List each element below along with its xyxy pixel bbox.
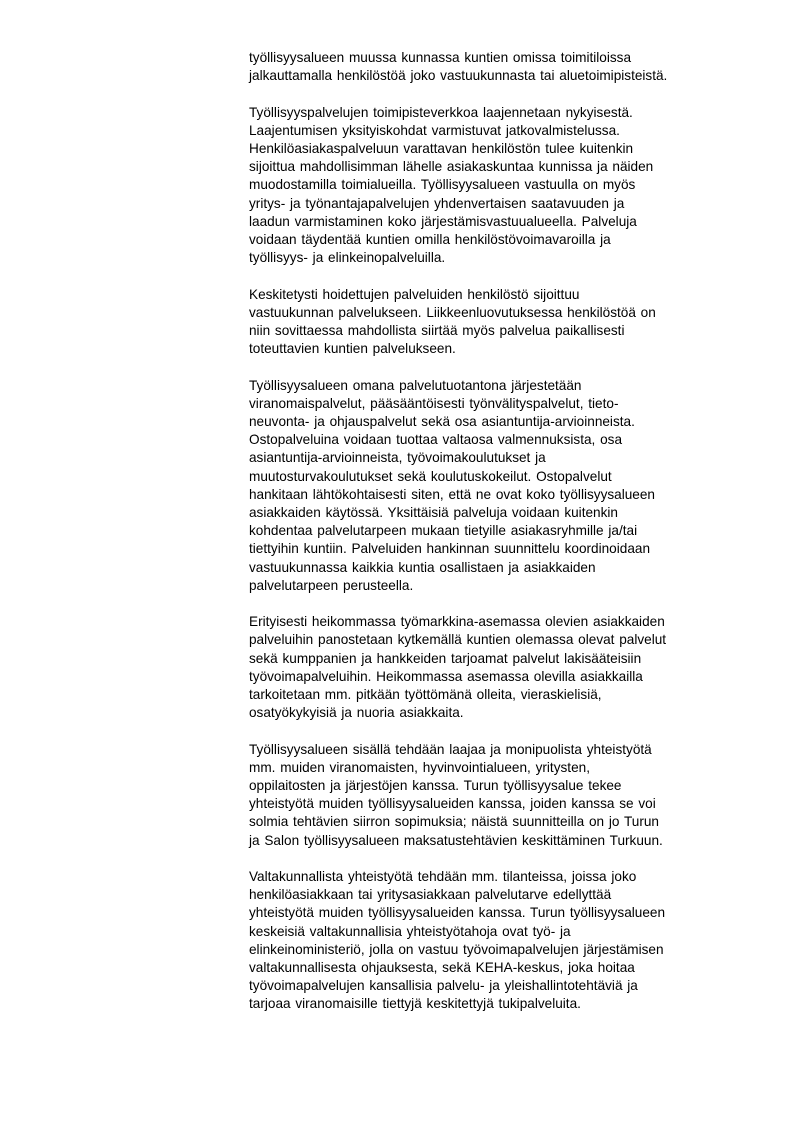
text-line: Laajentumisen yksityiskohdat varmistuvat jatkovalmistelussa.: [249, 122, 620, 138]
paragraph-4: [249, 377, 749, 595]
text-line: henkilöasiakkaan tai yritysasiakkaan palvelutarve edellyttää: [249, 887, 612, 903]
text-line: neuvonta- ja ohjauspalvelut sekä osa asiantuntija-arvioinneista.: [249, 414, 635, 430]
text-line: yritys- ja työnantajapalvelujen yhdenvertaisen saatavuuden ja: [249, 195, 625, 211]
paragraph-3: [249, 286, 749, 359]
text-line: vastuukunnan palvelukseen. Liikkeenluovutuksessa henkilöstöä on: [249, 304, 656, 320]
text-line: muodostamilla toimialueilla. Työllisyysalueen vastuulla on myös: [249, 177, 636, 193]
text-line: yhteistyötä muiden työllisyysalueiden kanssa, joiden kanssa se voi: [249, 796, 656, 812]
text-line: hankitaan lähtökohtaisesti siten, että ne ovat koko työllisyysalueen: [249, 486, 655, 502]
text-line: kohdentaa palvelutarpeen mukaan tietyille asiakasryhmille ja/tai: [249, 523, 638, 539]
text-line: toteuttavien kuntien palvelukseen.: [249, 341, 456, 357]
text-line: sijoittua mahdollisimman lähelle asiakaskuntaa kunnissa ja näiden: [249, 159, 654, 175]
paragraph-2: [249, 104, 749, 268]
text-line: oppilaitosten ja järjestöjen kanssa. Turun työllisyysalue tekee: [249, 778, 622, 794]
text-line: Ostopalveluina voidaan tuottaa valtaosa valmennuksista, osa: [249, 432, 623, 448]
document-body: [249, 49, 749, 1032]
text-line: vastuukunnassa kaikkia kuntia osallistaen ja asiakkaiden: [249, 559, 596, 575]
text-line: viranomaispalvelut, pääsääntöisesti työnvälityspalvelut, tieto-: [249, 395, 619, 411]
text-line: tarjoaa viranomaisille tiettyjä keskitettyjä tukipalveluita.: [249, 996, 581, 1012]
paragraph-1: [249, 49, 749, 85]
text-line: tarkoitetaan mm. pitkään työttömänä olleita, vieraskielisiä,: [249, 687, 602, 703]
text-line: elinkeinoministeriö, jolla on vastuu työvoimapalvelujen järjestämisen: [249, 941, 664, 957]
text-line: Työllisyyspalvelujen toimipisteverkkoa laajennetaan nykyisestä.: [249, 104, 633, 120]
text-line: solmia tehtävien siirron sopimuksia; näistä suunnitteilla on jo Turun: [249, 814, 659, 830]
text-line: ja Salon työllisyysalueen maksatustehtävien keskittäminen Turkuun.: [249, 832, 663, 848]
text-line: Työllisyysalueen sisällä tehdään laajaa ja monipuolista yhteistyötä: [249, 741, 652, 757]
text-line: mm. muiden viranomaisten, hyvinvointialueen, yritysten,: [249, 759, 590, 775]
text-line: Erityisesti heikommassa työmarkkina-asemassa olevien asiakkaiden: [249, 614, 665, 630]
text-line: voidaan täydentää kuntien omilla henkilöstövoimavaroilla ja: [249, 232, 611, 248]
text-line: työllisyys- ja elinkeinopalveluilla.: [249, 250, 446, 266]
paragraph-5: [249, 613, 749, 722]
text-line: palveluihin panostetaan kytkemällä kuntien olemassa olevat palvelut: [249, 632, 667, 648]
text-line: niin sovittaessa mahdollista siirtää myös palvelua paikallisesti: [249, 323, 625, 339]
text-line: asiakkaiden käytössä. Yksittäisiä palveluja voidaan kuitenkin: [249, 505, 618, 521]
text-line: Keskitetysti hoidettujen palveluiden henkilöstö sijoittuu: [249, 286, 580, 302]
text-line: osatyökykyisiä ja nuoria asiakkaita.: [249, 705, 464, 721]
text-line: jalkauttamalla henkilöstöä joko vastuukunnasta tai aluetoimipisteistä.: [249, 68, 668, 84]
text-line: työvoimapalvelujen kansallisia palvelu- ja yleishallintotehtäviä ja: [249, 978, 638, 994]
text-line: Työllisyysalueen omana palvelutuotantona järjestetään: [249, 377, 582, 393]
text-line: Valtakunnallista yhteistyötä tehdään mm. tilanteissa, joissa joko: [249, 869, 637, 885]
text-line: yhteistyötä muiden työllisyysalueiden kanssa. Turun työllisyysalueen: [249, 905, 666, 921]
text-line: palvelutarpeen perusteella.: [249, 577, 414, 593]
text-line: asiantuntija-arvioinneista, työvoimakoulutukset ja: [249, 450, 546, 466]
paragraph-6: [249, 741, 749, 850]
text-line: työvoimapalveluihin. Heikommassa asemassa olevilla asiakkailla: [249, 668, 643, 684]
paragraph-7: [249, 868, 749, 1014]
text-line: työllisyysalueen muussa kunnassa kuntien omissa toimitiloissa: [249, 50, 632, 65]
text-line: sekä kumppanien ja hankkeiden tarjoamat palvelut lakisääteisiin: [249, 650, 642, 666]
text-line: keskeisiä valtakunnallisia yhteistyötahoja ovat työ- ja: [249, 923, 571, 939]
text-line: laadun varmistaminen koko järjestämisvastuualueella. Palveluja: [249, 213, 637, 229]
text-line: Henkilöasiakaspalveluun varattavan henkilöstön tulee kuitenkin: [249, 141, 634, 156]
text-line: tiettyihin kuntiin. Palveluiden hankinnan suunnittelu koordinoidaan: [249, 541, 651, 557]
text-line: muutosturvakoulutukset sekä koulutuskokeilut. Ostopalvelut: [249, 468, 612, 484]
text-line: valtakunnallisesta ohjauksesta, sekä KEHA-keskus, joka hoitaa: [249, 960, 635, 976]
